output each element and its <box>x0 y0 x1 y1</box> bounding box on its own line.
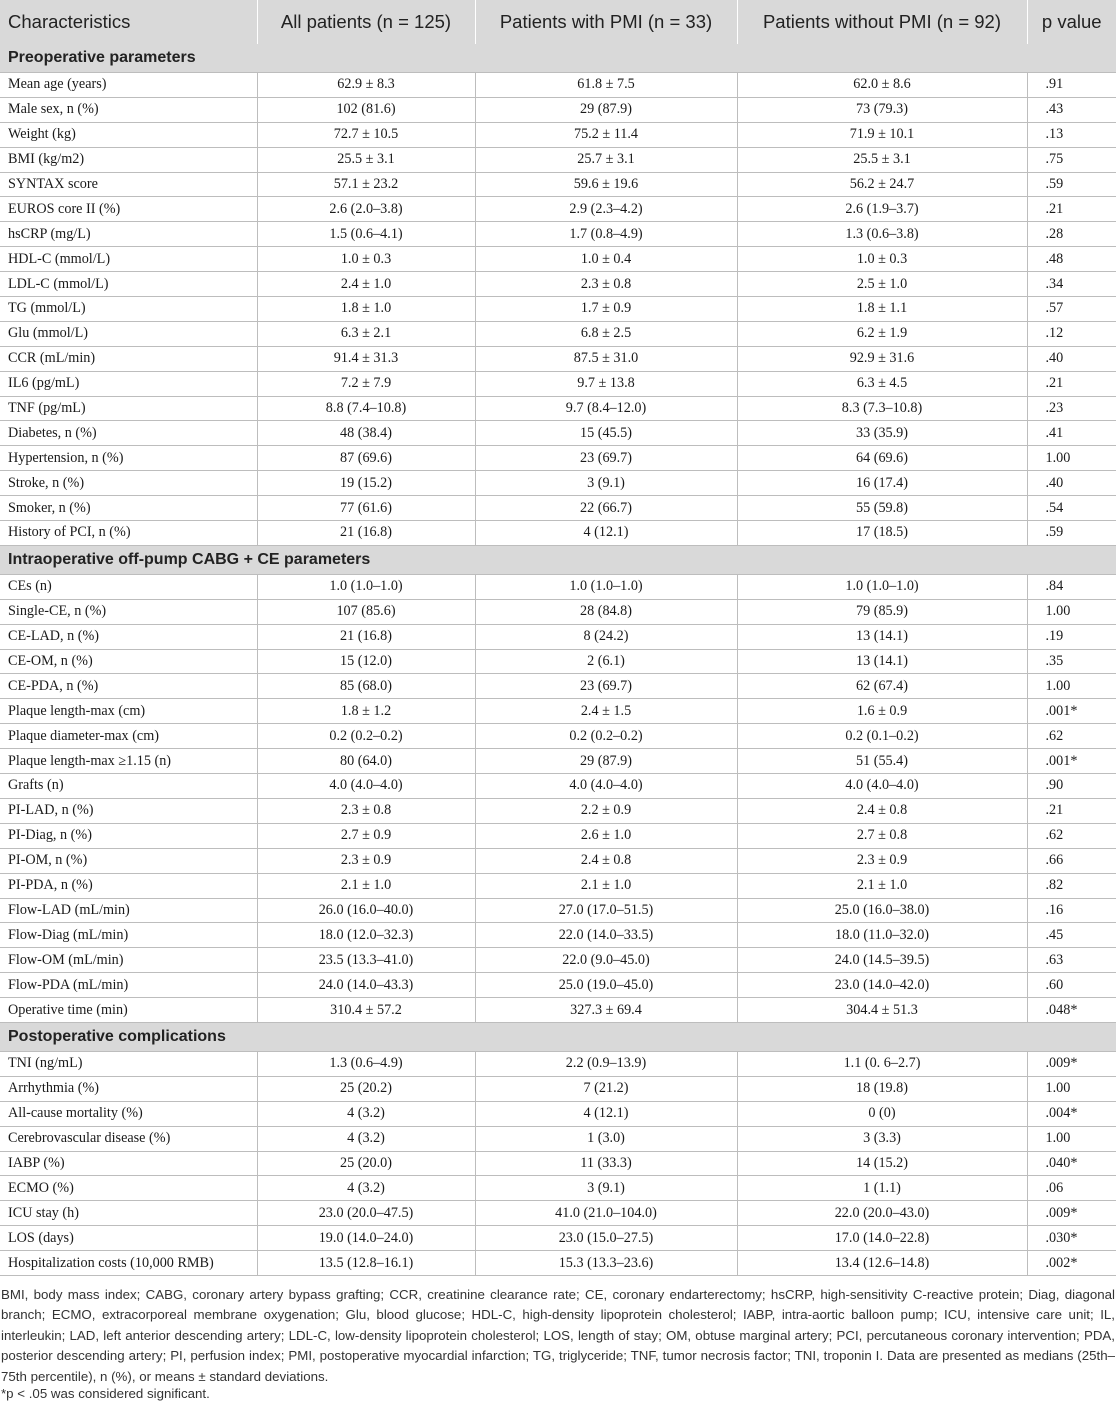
cell-all-patients: 13.5 (12.8–16.1) <box>257 1251 475 1276</box>
cell-with-pmi: 15 (45.5) <box>475 421 737 446</box>
cell-without-pmi: 4.0 (4.0–4.0) <box>737 774 1027 799</box>
cell-all-patients: 6.3 ± 2.1 <box>257 321 475 346</box>
cell-p-value: 1.00 <box>1027 446 1116 471</box>
cell-p-value: .91 <box>1027 73 1116 98</box>
cell-p-value: .54 <box>1027 496 1116 521</box>
section-title: Preoperative parameters <box>0 44 1116 73</box>
cell-with-pmi: 8 (24.2) <box>475 624 737 649</box>
cell-p-value: .90 <box>1027 774 1116 799</box>
cell-all-patients: 1.8 ± 1.2 <box>257 699 475 724</box>
section-header-row <box>0 545 1116 574</box>
table-row <box>0 898 1116 923</box>
table-row <box>0 73 1116 98</box>
table-row <box>0 973 1116 998</box>
cell-without-pmi: 304.4 ± 51.3 <box>737 998 1027 1023</box>
table-row <box>0 948 1116 973</box>
cell-p-value: .009* <box>1027 1051 1116 1076</box>
cell-without-pmi: 56.2 ± 24.7 <box>737 172 1027 197</box>
cell-with-pmi: 4.0 (4.0–4.0) <box>475 774 737 799</box>
cell-characteristic: ECMO (%) <box>0 1176 257 1201</box>
cell-without-pmi: 25.0 (16.0–38.0) <box>737 898 1027 923</box>
cell-without-pmi: 1.6 ± 0.9 <box>737 699 1027 724</box>
cell-with-pmi: 2.6 ± 1.0 <box>475 823 737 848</box>
table-row <box>0 1201 1116 1226</box>
table-row <box>0 1101 1116 1126</box>
cell-p-value: .59 <box>1027 172 1116 197</box>
cell-p-value: .63 <box>1027 948 1116 973</box>
cell-without-pmi: 1.0 ± 0.3 <box>737 247 1027 272</box>
table-row <box>0 371 1116 396</box>
cell-with-pmi: 15.3 (13.3–23.6) <box>475 1251 737 1276</box>
cell-all-patients: 1.0 ± 0.3 <box>257 247 475 272</box>
cell-with-pmi: 1.7 (0.8–4.9) <box>475 222 737 247</box>
cell-without-pmi: 18 (19.8) <box>737 1076 1027 1101</box>
cell-all-patients: 80 (64.0) <box>257 749 475 774</box>
cell-characteristic: Male sex, n (%) <box>0 97 257 122</box>
table-row <box>0 599 1116 624</box>
cell-without-pmi: 6.3 ± 4.5 <box>737 371 1027 396</box>
cell-without-pmi: 1.3 (0.6–3.8) <box>737 222 1027 247</box>
table-row <box>0 197 1116 222</box>
cell-all-patients: 21 (16.8) <box>257 521 475 546</box>
cell-with-pmi: 22.0 (14.0–33.5) <box>475 923 737 948</box>
cell-with-pmi: 1.0 ± 0.4 <box>475 247 737 272</box>
cell-p-value: .21 <box>1027 798 1116 823</box>
cell-characteristic: Plaque length-max ≥1.15 (n) <box>0 749 257 774</box>
cell-p-value: .82 <box>1027 873 1116 898</box>
cell-characteristic: Glu (mmol/L) <box>0 321 257 346</box>
cell-characteristic: Plaque diameter-max (cm) <box>0 724 257 749</box>
table-row <box>0 798 1116 823</box>
cell-all-patients: 57.1 ± 23.2 <box>257 172 475 197</box>
cell-characteristic: Cerebrovascular disease (%) <box>0 1126 257 1151</box>
cell-with-pmi: 9.7 ± 13.8 <box>475 371 737 396</box>
cell-p-value: .34 <box>1027 272 1116 297</box>
cell-p-value: .001* <box>1027 749 1116 774</box>
cell-characteristic: TG (mmol/L) <box>0 297 257 322</box>
cell-all-patients: 2.3 ± 0.9 <box>257 848 475 873</box>
cell-characteristic: Stroke, n (%) <box>0 471 257 496</box>
cell-all-patients: 0.2 (0.2–0.2) <box>257 724 475 749</box>
table-row <box>0 574 1116 599</box>
cell-without-pmi: 14 (15.2) <box>737 1151 1027 1176</box>
cell-characteristic: All-cause mortality (%) <box>0 1101 257 1126</box>
cell-without-pmi: 25.5 ± 3.1 <box>737 147 1027 172</box>
table-row <box>0 147 1116 172</box>
table-row <box>0 321 1116 346</box>
cell-characteristic: TNI (ng/mL) <box>0 1051 257 1076</box>
cell-without-pmi: 3 (3.3) <box>737 1126 1027 1151</box>
cell-p-value: .62 <box>1027 823 1116 848</box>
table-row <box>0 521 1116 546</box>
table-row <box>0 346 1116 371</box>
cell-p-value: .002* <box>1027 1251 1116 1276</box>
cell-all-patients: 24.0 (14.0–43.3) <box>257 973 475 998</box>
cell-characteristic: CE-OM, n (%) <box>0 649 257 674</box>
table-row <box>0 97 1116 122</box>
cell-with-pmi: 29 (87.9) <box>475 97 737 122</box>
table-row <box>0 421 1116 446</box>
cell-characteristic: Diabetes, n (%) <box>0 421 257 446</box>
cell-characteristic: CE-LAD, n (%) <box>0 624 257 649</box>
cell-characteristic: Smoker, n (%) <box>0 496 257 521</box>
table-row <box>0 624 1116 649</box>
cell-p-value: .23 <box>1027 396 1116 421</box>
cell-p-value: .12 <box>1027 321 1116 346</box>
table-row <box>0 122 1116 147</box>
table-row <box>0 923 1116 948</box>
cell-all-patients: 62.9 ± 8.3 <box>257 73 475 98</box>
cell-with-pmi: 4 (12.1) <box>475 1101 737 1126</box>
table-row <box>0 496 1116 521</box>
table-row <box>0 674 1116 699</box>
cell-characteristic: TNF (pg/mL) <box>0 396 257 421</box>
table-notes <box>1 1285 1115 1387</box>
cell-with-pmi: 41.0 (21.0–104.0) <box>475 1201 737 1226</box>
cell-with-pmi: 3 (9.1) <box>475 1176 737 1201</box>
cell-characteristic: Flow-LAD (mL/min) <box>0 898 257 923</box>
cell-with-pmi: 11 (33.3) <box>475 1151 737 1176</box>
cell-p-value: .57 <box>1027 297 1116 322</box>
cell-without-pmi: 2.4 ± 0.8 <box>737 798 1027 823</box>
cell-all-patients: 48 (38.4) <box>257 421 475 446</box>
abbreviations-note: BMI, body mass index; CABG, coronary artery bypass grafting; CCR, creatinine clearance rate; CE, coronary endarterectomy; hsCRP, high-sensitivity C-reactive protein; Diag, diagonal branch; ECMO, extracorporeal membrane oxygenation; Glu, blood glucose; HDL-C, high-density lipoprotein cholesterol; IABP, intra-aortic balloon pump; ICU, intensive care unit; IL, interleukin; LAD, left anterior descending artery; LDL-C, low-density lipoprotein cholesterol; LOS, length of stay; OM, obtuse marginal artery; PCI, percutaneous coronary intervention; PDA, posterior descending artery; PI, perfusion index; PMI, postoperative myocardial infarction; TG, triglyceride; TNF, tumor necrosis factor; TNI, troponin I. Data are presented as medians (25th–75th percentile), n (%), or means ± standard deviations. <box>1 1287 1115 1384</box>
cell-with-pmi: 75.2 ± 11.4 <box>475 122 737 147</box>
cell-p-value: 1.00 <box>1027 674 1116 699</box>
cell-with-pmi: 2.4 ± 1.5 <box>475 699 737 724</box>
cell-with-pmi: 1.7 ± 0.9 <box>475 297 737 322</box>
cell-with-pmi: 61.8 ± 7.5 <box>475 73 737 98</box>
cell-all-patients: 91.4 ± 31.3 <box>257 346 475 371</box>
cell-without-pmi: 2.5 ± 1.0 <box>737 272 1027 297</box>
cell-without-pmi: 16 (17.4) <box>737 471 1027 496</box>
cell-all-patients: 4 (3.2) <box>257 1101 475 1126</box>
cell-p-value: .43 <box>1027 97 1116 122</box>
table-row <box>0 172 1116 197</box>
cell-with-pmi: 327.3 ± 69.4 <box>475 998 737 1023</box>
cell-all-patients: 2.1 ± 1.0 <box>257 873 475 898</box>
cell-p-value: .45 <box>1027 923 1116 948</box>
cell-p-value: .59 <box>1027 521 1116 546</box>
cell-with-pmi: 6.8 ± 2.5 <box>475 321 737 346</box>
cell-all-patients: 25.5 ± 3.1 <box>257 147 475 172</box>
cell-all-patients: 7.2 ± 7.9 <box>257 371 475 396</box>
cell-all-patients: 25 (20.2) <box>257 1076 475 1101</box>
cell-p-value: .40 <box>1027 346 1116 371</box>
cell-with-pmi: 22.0 (9.0–45.0) <box>475 948 737 973</box>
cell-characteristic: Grafts (n) <box>0 774 257 799</box>
cell-characteristic: PI-LAD, n (%) <box>0 798 257 823</box>
table-row <box>0 649 1116 674</box>
cell-with-pmi: 28 (84.8) <box>475 599 737 624</box>
cell-p-value: .06 <box>1027 1176 1116 1201</box>
cell-all-patients: 2.4 ± 1.0 <box>257 272 475 297</box>
table-row <box>0 1251 1116 1276</box>
cell-characteristic: PI-OM, n (%) <box>0 848 257 873</box>
cell-with-pmi: 2.2 (0.9–13.9) <box>475 1051 737 1076</box>
cell-characteristic: History of PCI, n (%) <box>0 521 257 546</box>
cell-without-pmi: 73 (79.3) <box>737 97 1027 122</box>
table-row <box>0 998 1116 1023</box>
cell-all-patients: 15 (12.0) <box>257 649 475 674</box>
cell-without-pmi: 79 (85.9) <box>737 599 1027 624</box>
cell-with-pmi: 2.9 (2.3–4.2) <box>475 197 737 222</box>
cell-without-pmi: 2.6 (1.9–3.7) <box>737 197 1027 222</box>
cell-p-value: .75 <box>1027 147 1116 172</box>
table-row <box>0 396 1116 421</box>
table-row <box>0 1126 1116 1151</box>
cell-p-value: 1.00 <box>1027 599 1116 624</box>
cell-all-patients: 4 (3.2) <box>257 1176 475 1201</box>
table-row <box>0 247 1116 272</box>
cell-with-pmi: 59.6 ± 19.6 <box>475 172 737 197</box>
cell-characteristic: Flow-PDA (mL/min) <box>0 973 257 998</box>
cell-all-patients: 18.0 (12.0–32.3) <box>257 923 475 948</box>
cell-without-pmi: 2.1 ± 1.0 <box>737 873 1027 898</box>
cell-without-pmi: 62 (67.4) <box>737 674 1027 699</box>
cell-all-patients: 26.0 (16.0–40.0) <box>257 898 475 923</box>
cell-characteristic: HDL-C (mmol/L) <box>0 247 257 272</box>
cell-characteristic: Arrhythmia (%) <box>0 1076 257 1101</box>
cell-characteristic: LOS (days) <box>0 1226 257 1251</box>
cell-all-patients: 1.3 (0.6–4.9) <box>257 1051 475 1076</box>
cell-characteristic: PI-Diag, n (%) <box>0 823 257 848</box>
cell-all-patients: 85 (68.0) <box>257 674 475 699</box>
cell-p-value: .004* <box>1027 1101 1116 1126</box>
cell-p-value: .21 <box>1027 371 1116 396</box>
cell-p-value: .13 <box>1027 122 1116 147</box>
cell-without-pmi: 64 (69.6) <box>737 446 1027 471</box>
table-row <box>0 749 1116 774</box>
section-header-row <box>0 44 1116 73</box>
cell-all-patients: 107 (85.6) <box>257 599 475 624</box>
cell-with-pmi: 1.0 (1.0–1.0) <box>475 574 737 599</box>
cell-without-pmi: 23.0 (14.0–42.0) <box>737 973 1027 998</box>
cell-characteristic: EUROS core II (%) <box>0 197 257 222</box>
table-row <box>0 1051 1116 1076</box>
section-header-row <box>0 1022 1116 1051</box>
cell-without-pmi: 71.9 ± 10.1 <box>737 122 1027 147</box>
cell-all-patients: 77 (61.6) <box>257 496 475 521</box>
cell-without-pmi: 1.8 ± 1.1 <box>737 297 1027 322</box>
cell-p-value: .16 <box>1027 898 1116 923</box>
cell-all-patients: 1.5 (0.6–4.1) <box>257 222 475 247</box>
cell-with-pmi: 2.3 ± 0.8 <box>475 272 737 297</box>
header-without-pmi: Patients without PMI (n = 92) <box>737 0 1027 44</box>
table-row <box>0 823 1116 848</box>
table-row <box>0 774 1116 799</box>
cell-p-value: .040* <box>1027 1151 1116 1176</box>
cell-without-pmi: 13 (14.1) <box>737 649 1027 674</box>
cell-all-patients: 72.7 ± 10.5 <box>257 122 475 147</box>
cell-characteristic: Operative time (min) <box>0 998 257 1023</box>
cell-p-value: .009* <box>1027 1201 1116 1226</box>
header-characteristics: Characteristics <box>0 0 257 44</box>
cell-without-pmi: 2.7 ± 0.8 <box>737 823 1027 848</box>
cell-with-pmi: 3 (9.1) <box>475 471 737 496</box>
cell-with-pmi: 0.2 (0.2–0.2) <box>475 724 737 749</box>
table-row <box>0 222 1116 247</box>
cell-characteristic: Weight (kg) <box>0 122 257 147</box>
cell-p-value: 1.00 <box>1027 1126 1116 1151</box>
cell-p-value: .60 <box>1027 973 1116 998</box>
cell-p-value: .28 <box>1027 222 1116 247</box>
cell-all-patients: 310.4 ± 57.2 <box>257 998 475 1023</box>
header-p-value: p value <box>1027 0 1116 44</box>
cell-characteristic: IABP (%) <box>0 1151 257 1176</box>
cell-without-pmi: 6.2 ± 1.9 <box>737 321 1027 346</box>
cell-with-pmi: 29 (87.9) <box>475 749 737 774</box>
cell-without-pmi: 17.0 (14.0–22.8) <box>737 1226 1027 1251</box>
cell-p-value: .62 <box>1027 724 1116 749</box>
cell-without-pmi: 18.0 (11.0–32.0) <box>737 923 1027 948</box>
cell-characteristic: Hospitalization costs (10,000 RMB) <box>0 1251 257 1276</box>
significance-footnote: *p < .05 was considered significant. <box>1 1386 210 1401</box>
cell-all-patients: 23.5 (13.3–41.0) <box>257 948 475 973</box>
cell-characteristic: Single-CE, n (%) <box>0 599 257 624</box>
cell-all-patients: 2.3 ± 0.8 <box>257 798 475 823</box>
cell-with-pmi: 2.4 ± 0.8 <box>475 848 737 873</box>
cell-p-value: .048* <box>1027 998 1116 1023</box>
cell-without-pmi: 0 (0) <box>737 1101 1027 1126</box>
cell-characteristic: Flow-OM (mL/min) <box>0 948 257 973</box>
cell-without-pmi: 13.4 (12.6–14.8) <box>737 1251 1027 1276</box>
table-row <box>0 1176 1116 1201</box>
table-row <box>0 446 1116 471</box>
cell-p-value: .030* <box>1027 1226 1116 1251</box>
cell-p-value: .21 <box>1027 197 1116 222</box>
cell-all-patients: 19.0 (14.0–24.0) <box>257 1226 475 1251</box>
header-with-pmi: Patients with PMI (n = 33) <box>475 0 737 44</box>
cell-without-pmi: 2.3 ± 0.9 <box>737 848 1027 873</box>
cell-p-value: .40 <box>1027 471 1116 496</box>
cell-characteristic: CE-PDA, n (%) <box>0 674 257 699</box>
cell-with-pmi: 4 (12.1) <box>475 521 737 546</box>
cell-with-pmi: 2.1 ± 1.0 <box>475 873 737 898</box>
table-row <box>0 272 1116 297</box>
cell-all-patients: 4 (3.2) <box>257 1126 475 1151</box>
table-row <box>0 1151 1116 1176</box>
table-row <box>0 297 1116 322</box>
cell-characteristic: Hypertension, n (%) <box>0 446 257 471</box>
cell-without-pmi: 1.1 (0. 6–2.7) <box>737 1051 1027 1076</box>
cell-all-patients: 1.0 (1.0–1.0) <box>257 574 475 599</box>
cell-without-pmi: 1 (1.1) <box>737 1176 1027 1201</box>
cell-p-value: .66 <box>1027 848 1116 873</box>
cell-all-patients: 4.0 (4.0–4.0) <box>257 774 475 799</box>
cell-all-patients: 1.8 ± 1.0 <box>257 297 475 322</box>
cell-characteristic: Plaque length-max (cm) <box>0 699 257 724</box>
cell-characteristic: SYNTAX score <box>0 172 257 197</box>
cell-characteristic: hsCRP (mg/L) <box>0 222 257 247</box>
cell-with-pmi: 22 (66.7) <box>475 496 737 521</box>
cell-with-pmi: 23 (69.7) <box>475 674 737 699</box>
table-row <box>0 848 1116 873</box>
cell-all-patients: 25 (20.0) <box>257 1151 475 1176</box>
cell-characteristic: Flow-Diag (mL/min) <box>0 923 257 948</box>
cell-all-patients: 23.0 (20.0–47.5) <box>257 1201 475 1226</box>
cell-p-value: .84 <box>1027 574 1116 599</box>
section-title: Postoperative complications <box>0 1022 1116 1051</box>
cell-characteristic: Mean age (years) <box>0 73 257 98</box>
cell-without-pmi: 92.9 ± 31.6 <box>737 346 1027 371</box>
cell-all-patients: 2.6 (2.0–3.8) <box>257 197 475 222</box>
cell-all-patients: 8.8 (7.4–10.8) <box>257 396 475 421</box>
cell-p-value: .48 <box>1027 247 1116 272</box>
cell-all-patients: 21 (16.8) <box>257 624 475 649</box>
cell-without-pmi: 51 (55.4) <box>737 749 1027 774</box>
cell-p-value: .19 <box>1027 624 1116 649</box>
table-row <box>0 699 1116 724</box>
table-row <box>0 1076 1116 1101</box>
cell-with-pmi: 9.7 (8.4–12.0) <box>475 396 737 421</box>
cell-p-value: .001* <box>1027 699 1116 724</box>
cell-with-pmi: 25.0 (19.0–45.0) <box>475 973 737 998</box>
cell-p-value: 1.00 <box>1027 1076 1116 1101</box>
cell-characteristic: BMI (kg/m2) <box>0 147 257 172</box>
cell-with-pmi: 23 (69.7) <box>475 446 737 471</box>
cell-characteristic: CEs (n) <box>0 574 257 599</box>
cell-all-patients: 87 (69.6) <box>257 446 475 471</box>
cell-without-pmi: 55 (59.8) <box>737 496 1027 521</box>
cell-characteristic: PI-PDA, n (%) <box>0 873 257 898</box>
header-row <box>0 0 1116 44</box>
cell-with-pmi: 25.7 ± 3.1 <box>475 147 737 172</box>
cell-characteristic: CCR (mL/min) <box>0 346 257 371</box>
cell-with-pmi: 2 (6.1) <box>475 649 737 674</box>
header-all-patients: All patients (n = 125) <box>257 0 475 44</box>
cell-with-pmi: 2.2 ± 0.9 <box>475 798 737 823</box>
cell-all-patients: 2.7 ± 0.9 <box>257 823 475 848</box>
cell-characteristic: LDL-C (mmol/L) <box>0 272 257 297</box>
cell-with-pmi: 23.0 (15.0–27.5) <box>475 1226 737 1251</box>
cell-characteristic: IL6 (pg/mL) <box>0 371 257 396</box>
cell-with-pmi: 27.0 (17.0–51.5) <box>475 898 737 923</box>
cell-without-pmi: 62.0 ± 8.6 <box>737 73 1027 98</box>
cell-without-pmi: 8.3 (7.3–10.8) <box>737 396 1027 421</box>
cell-without-pmi: 17 (18.5) <box>737 521 1027 546</box>
cell-p-value: .35 <box>1027 649 1116 674</box>
cell-without-pmi: 33 (35.9) <box>737 421 1027 446</box>
cell-with-pmi: 87.5 ± 31.0 <box>475 346 737 371</box>
table-row <box>0 1226 1116 1251</box>
cell-p-value: .41 <box>1027 421 1116 446</box>
table-row <box>0 873 1116 898</box>
cell-without-pmi: 24.0 (14.5–39.5) <box>737 948 1027 973</box>
cell-without-pmi: 1.0 (1.0–1.0) <box>737 574 1027 599</box>
cell-with-pmi: 1 (3.0) <box>475 1126 737 1151</box>
cell-all-patients: 19 (15.2) <box>257 471 475 496</box>
cell-without-pmi: 13 (14.1) <box>737 624 1027 649</box>
cell-without-pmi: 22.0 (20.0–43.0) <box>737 1201 1027 1226</box>
cell-without-pmi: 0.2 (0.1–0.2) <box>737 724 1027 749</box>
cell-all-patients: 102 (81.6) <box>257 97 475 122</box>
cell-with-pmi: 7 (21.2) <box>475 1076 737 1101</box>
table-row <box>0 724 1116 749</box>
table-row <box>0 471 1116 496</box>
section-title: Intraoperative off-pump CABG + CE parameters <box>0 545 1116 574</box>
cell-characteristic: ICU stay (h) <box>0 1201 257 1226</box>
